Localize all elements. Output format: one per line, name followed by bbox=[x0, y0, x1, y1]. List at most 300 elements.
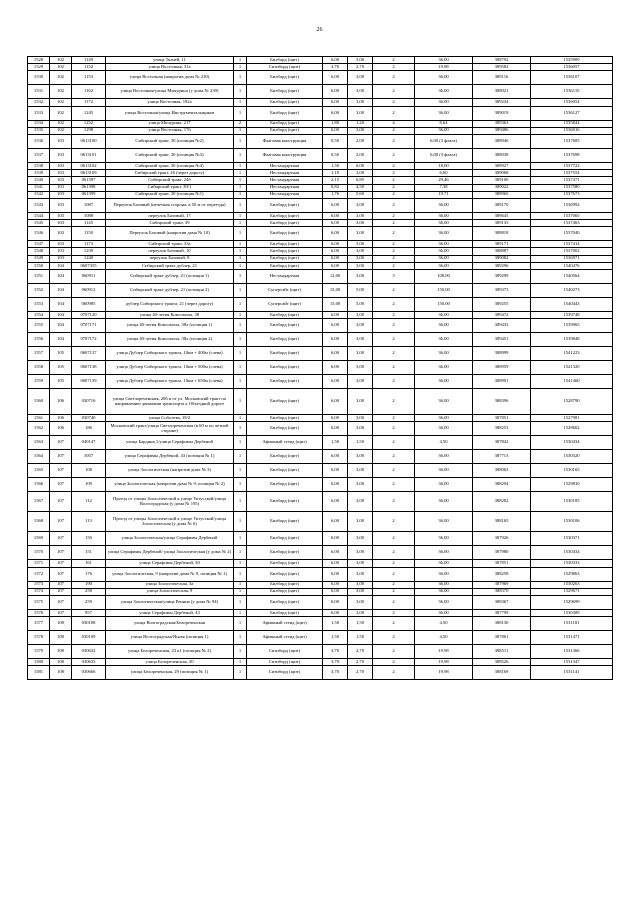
cell-coord-y: 1539965 bbox=[531, 319, 613, 333]
cell-sides: 2 bbox=[373, 581, 415, 588]
cell-address: улица Восточная/улица Мичурина (у дома № 239) bbox=[106, 85, 234, 99]
table-row bbox=[28, 170, 613, 177]
cell-width: 3,70 bbox=[323, 645, 348, 659]
cell-address: улица Дублер Сибирского тракта, 10км + 400м (слева) bbox=[106, 347, 234, 361]
cell-coord-y: 1531101 bbox=[531, 617, 613, 631]
cell-sides: 2 bbox=[373, 361, 415, 375]
cell-row-number: 1575 bbox=[28, 595, 50, 609]
cell-coord-y: 1535909 bbox=[531, 57, 613, 64]
table-row bbox=[28, 312, 613, 319]
cell-area: 36,00 bbox=[415, 99, 473, 106]
cell-area: 36,00 bbox=[415, 85, 473, 99]
table-row bbox=[28, 255, 613, 262]
cell-sides: 2 bbox=[373, 595, 415, 609]
cell-structure-type: Билборд (щит) bbox=[247, 120, 323, 127]
cell-count: 1 bbox=[234, 464, 247, 478]
cell-row-number: 1568 bbox=[28, 512, 50, 532]
table-row bbox=[28, 99, 613, 106]
cell-height: 3,00 bbox=[348, 389, 373, 415]
cell-height: 3,00 bbox=[348, 450, 373, 464]
cell-area: 36,00 bbox=[415, 241, 473, 248]
cell-coord-y: 1537673 bbox=[531, 191, 613, 198]
table-row bbox=[28, 284, 613, 298]
table-row bbox=[28, 241, 613, 248]
cell-district-code: 107 bbox=[50, 588, 72, 595]
cell-row-number: 1581 bbox=[28, 666, 50, 680]
cell-address: улица Дублер Сибирского тракта, 10км + 650м (слева) bbox=[106, 375, 234, 389]
cell-structure-id: 030740 bbox=[72, 415, 106, 422]
cell-height: 3,00 bbox=[348, 319, 373, 333]
cell-height: 3,00 bbox=[348, 170, 373, 177]
cell-count: 1 bbox=[234, 71, 247, 85]
table-row bbox=[28, 298, 613, 312]
cell-coord-y: 1541460 bbox=[531, 375, 613, 389]
cell-width: 6,00 bbox=[323, 588, 348, 595]
cell-address: переулок Базовый, 8 bbox=[106, 255, 234, 262]
cell-count: 1 bbox=[234, 319, 247, 333]
cell-structure-type: Билборд (щит) bbox=[247, 106, 323, 120]
cell-sides: 2 bbox=[373, 450, 415, 464]
cell-structure-type: Билборд (щит) bbox=[247, 532, 323, 546]
cell-height: 3,00 bbox=[348, 227, 373, 241]
cell-structure-type: Билборд (щит) bbox=[247, 312, 323, 319]
cell-sides: 2 bbox=[373, 319, 415, 333]
cell-coord-y: 1539848 bbox=[531, 333, 613, 347]
cell-height: 2,70 bbox=[348, 659, 373, 666]
table-row bbox=[28, 415, 613, 422]
cell-width: 0,50 bbox=[323, 148, 348, 162]
cell-count: 1 bbox=[234, 212, 247, 219]
cell-coord-x: 389068 bbox=[473, 170, 531, 177]
cell-structure-id: 030716 bbox=[72, 389, 106, 415]
cell-structure-id: 258 bbox=[72, 588, 106, 595]
cell-district-code: 102 bbox=[50, 64, 72, 71]
cell-address: улица Зоологическая, 9 (напротив дома № 9, позиция № 1) bbox=[106, 567, 234, 581]
cell-width: 6,00 bbox=[323, 581, 348, 588]
cell-count: 1 bbox=[234, 184, 247, 191]
cell-coord-x: 388818 bbox=[473, 227, 531, 241]
cell-coord-y: 1529863 bbox=[531, 567, 613, 581]
cell-address: Сибирский тракт, 30 (позиция №4) bbox=[106, 162, 234, 169]
cell-sides: 2 bbox=[373, 436, 415, 450]
cell-structure-type: Нестандартная bbox=[247, 184, 323, 191]
cell-row-number: 1549 bbox=[28, 255, 50, 262]
cell-coord-y: 1540564 bbox=[531, 270, 613, 284]
cell-coord-x: 388367 bbox=[473, 595, 531, 609]
cell-address: Сибирский тракт, 39 bbox=[106, 220, 234, 227]
cell-coord-x: 389299 bbox=[473, 270, 531, 284]
cell-area: 19,98 bbox=[415, 64, 473, 71]
cell-row-number: 1558 bbox=[28, 361, 50, 375]
cell-address: улица Ткачей, 11 bbox=[106, 57, 234, 64]
cell-structure-id: 1145 bbox=[72, 220, 106, 227]
cell-row-number: 1562 bbox=[28, 422, 50, 436]
cell-coord-y: 1531141 bbox=[531, 666, 613, 680]
cell-row-number: 1550 bbox=[28, 262, 50, 269]
cell-width: 6,00 bbox=[323, 241, 348, 248]
cell-coord-x: 387713 bbox=[473, 450, 531, 464]
cell-sides: 2 bbox=[373, 284, 415, 298]
cell-count: 1 bbox=[234, 492, 247, 512]
cell-structure-type: Билборд (щит) bbox=[247, 512, 323, 532]
table-row bbox=[28, 106, 613, 120]
cell-coord-x: 388645 bbox=[473, 212, 531, 219]
cell-sides: 2 bbox=[373, 645, 415, 659]
cell-district-code: 103 bbox=[50, 134, 72, 148]
table-row bbox=[28, 212, 613, 219]
cell-district-code: 102 bbox=[50, 127, 72, 134]
cell-structure-id: 0707172 bbox=[72, 333, 106, 347]
cell-coord-x: 387851 bbox=[473, 560, 531, 567]
cell-area: 36,00 bbox=[415, 478, 473, 492]
table-row bbox=[28, 666, 613, 680]
cell-coord-x: 388959 bbox=[473, 361, 531, 375]
cell-coord-y: 1540273 bbox=[531, 284, 613, 298]
cell-structure-type: Билборд (щит) bbox=[247, 347, 323, 361]
cell-area: 36,00 bbox=[415, 609, 473, 616]
cell-count: 1 bbox=[234, 532, 247, 546]
cell-structure-type: Нестандартная bbox=[247, 162, 323, 169]
cell-area: 150,00 bbox=[415, 284, 473, 298]
cell-coord-y: 1537065 bbox=[531, 212, 613, 219]
cell-row-number: 1552 bbox=[28, 284, 50, 298]
cell-district-code: 102 bbox=[50, 120, 72, 127]
cell-sides: 2 bbox=[373, 389, 415, 415]
cell-district-code: 107 bbox=[50, 595, 72, 609]
cell-coord-y: 1537471 bbox=[531, 177, 613, 184]
cell-structure-id: 259 bbox=[72, 595, 106, 609]
cell-coord-y: 1540476 bbox=[531, 262, 613, 269]
table-row bbox=[28, 347, 613, 361]
cell-height: 4,50 bbox=[348, 184, 373, 191]
cell-structure-id: 1153 bbox=[72, 71, 106, 85]
cell-width: 6,00 bbox=[323, 609, 348, 616]
cell-coord-x: 388258 bbox=[473, 567, 531, 581]
cell-width: 6,00 bbox=[323, 319, 348, 333]
cell-coord-x: 388946 bbox=[473, 134, 531, 148]
cell-address: Сибирский тракт дублер, 21 (позиция 2) bbox=[106, 284, 234, 298]
cell-row-number: 1576 bbox=[28, 609, 50, 616]
cell-row-number: 1578 bbox=[28, 631, 50, 645]
cell-width: 2,15 bbox=[323, 177, 348, 184]
cell-area: 36,00 bbox=[415, 57, 473, 64]
cell-address: Сибирский тракт дублер, 21 (позиция 1) bbox=[106, 270, 234, 284]
cell-structure-id: 1162 bbox=[72, 85, 106, 99]
cell-district-code: 104 bbox=[50, 319, 72, 333]
cell-height: 3,00 bbox=[348, 198, 373, 212]
cell-district-code: 103 bbox=[50, 198, 72, 212]
cell-row-number: 1534 bbox=[28, 120, 50, 127]
cell-width: 15,00 bbox=[323, 298, 348, 312]
cell-sides: 2 bbox=[373, 64, 415, 71]
cell-area: 36,00 bbox=[415, 464, 473, 478]
cell-area: 29,46 bbox=[415, 177, 473, 184]
cell-coord-x: 388526 bbox=[473, 659, 531, 666]
table-row bbox=[28, 270, 613, 284]
cell-count: 1 bbox=[234, 347, 247, 361]
cell-row-number: 1559 bbox=[28, 375, 50, 389]
cell-structure-type: Билборд (щит) bbox=[247, 478, 323, 492]
cell-row-number: 1556 bbox=[28, 333, 50, 347]
cell-district-code: 102 bbox=[50, 71, 72, 85]
cell-count: 1 bbox=[234, 361, 247, 375]
cell-sides: 2 bbox=[373, 422, 415, 436]
cell-width: 6,00 bbox=[323, 464, 348, 478]
cell-district-code: 103 bbox=[50, 162, 72, 169]
cell-count: 1 bbox=[234, 162, 247, 169]
cell-coord-x: 387861 bbox=[473, 631, 531, 645]
cell-count: 1 bbox=[234, 631, 247, 645]
table-body bbox=[28, 57, 613, 680]
cell-height: 3,00 bbox=[348, 609, 373, 616]
cell-address: Сибирский тракт, 26 (через дорогу) bbox=[106, 170, 234, 177]
cell-coord-x: 389373 bbox=[473, 284, 531, 298]
cell-address: Сибирский тракт, 33а bbox=[106, 241, 234, 248]
cell-count: 1 bbox=[234, 659, 247, 666]
cell-height: 3,00 bbox=[348, 361, 373, 375]
table-row bbox=[28, 617, 613, 631]
cell-row-number: 1561 bbox=[28, 415, 50, 422]
cell-width: 3,70 bbox=[323, 666, 348, 680]
cell-district-code: 102 bbox=[50, 99, 72, 106]
cell-coord-x: 388511 bbox=[473, 645, 531, 659]
cell-row-number: 1537 bbox=[28, 148, 50, 162]
cell-area: 36,00 bbox=[415, 546, 473, 560]
cell-structure-type: Нестандартная bbox=[247, 191, 323, 198]
cell-row-number: 1548 bbox=[28, 248, 50, 255]
cell-width: 6,00 bbox=[323, 375, 348, 389]
cell-structure-id: 0613109 bbox=[72, 170, 106, 177]
cell-row-number: 1533 bbox=[28, 106, 50, 120]
cell-structure-type: Билборд (щит) bbox=[247, 567, 323, 581]
cell-address: улица Волгоградская/Белореченская bbox=[106, 617, 234, 631]
table-row bbox=[28, 464, 613, 478]
cell-row-number: 1532 bbox=[28, 99, 50, 106]
cell-width: 6,00 bbox=[323, 532, 348, 546]
cell-structure-type: Афишный стенд (щит) bbox=[247, 617, 323, 631]
cell-area: 36,00 bbox=[415, 227, 473, 241]
cell-height: 3,00 bbox=[348, 415, 373, 422]
cell-sides: 2 bbox=[373, 162, 415, 169]
table-row bbox=[28, 450, 613, 464]
cell-coord-y: 1536127 bbox=[531, 106, 613, 120]
table-row bbox=[28, 492, 613, 512]
cell-coord-x: 389486 bbox=[473, 127, 531, 134]
cell-district-code: 107 bbox=[50, 450, 72, 464]
cell-district-code: 103 bbox=[50, 227, 72, 241]
cell-sides: 2 bbox=[373, 57, 415, 64]
cell-coord-y: 1536971 bbox=[531, 255, 613, 262]
cell-structure-type: Ситиборд (щит) bbox=[247, 666, 323, 680]
cell-sides: 2 bbox=[373, 347, 415, 361]
cell-sides: 2 bbox=[373, 255, 415, 262]
cell-structure-id: 957 bbox=[72, 609, 106, 616]
cell-area: 36,00 bbox=[415, 106, 473, 120]
table-row bbox=[28, 588, 613, 595]
cell-area: 108,00 bbox=[415, 270, 473, 284]
cell-row-number: 1539 bbox=[28, 170, 50, 177]
cell-count: 1 bbox=[234, 666, 247, 680]
cell-address: переулок Базовый, 10 bbox=[106, 248, 234, 255]
cell-height: 3,00 bbox=[348, 567, 373, 581]
cell-structure-id: 161 bbox=[72, 560, 106, 567]
cell-area: 7,38 bbox=[415, 184, 473, 191]
cell-height: 3,00 bbox=[348, 492, 373, 512]
cell-height: 3,00 bbox=[348, 375, 373, 389]
cell-height: 3,00 bbox=[348, 262, 373, 269]
cell-height: 3,00 bbox=[348, 248, 373, 255]
cell-structure-id: 060912 bbox=[72, 284, 106, 298]
cell-area: 4,50 bbox=[415, 436, 473, 450]
cell-height: 3,00 bbox=[348, 478, 373, 492]
cell-structure-type: Билборд (щит) bbox=[247, 546, 323, 560]
cell-count: 1 bbox=[234, 588, 247, 595]
cell-address: улица Зоологическая (напротив дома № 9, позиция № 2) bbox=[106, 478, 234, 492]
cell-sides: 2 bbox=[373, 333, 415, 347]
cell-structure-type: Нестандартная bbox=[247, 270, 323, 284]
cell-district-code: 108 bbox=[50, 631, 72, 645]
table-row bbox=[28, 532, 613, 546]
cell-sides: 2 bbox=[373, 659, 415, 666]
cell-count: 1 bbox=[234, 617, 247, 631]
cell-address: Сибирский тракт, 30 (позиция №2) bbox=[106, 134, 234, 148]
cell-count: 2 bbox=[234, 120, 247, 127]
cell-coord-y: 1530263 bbox=[531, 581, 613, 588]
cell-structure-id: 190 bbox=[72, 581, 106, 588]
cell-coord-x: 388169 bbox=[473, 666, 531, 680]
cell-area: 36,00 bbox=[415, 450, 473, 464]
cell-sides: 2 bbox=[373, 298, 415, 312]
cell-area: 19,98 bbox=[415, 666, 473, 680]
cell-district-code: 108 bbox=[50, 645, 72, 659]
cell-address: улица Волгоградская/Ясная (позиция 1) bbox=[106, 631, 234, 645]
cell-structure-id: 040147 bbox=[72, 436, 106, 450]
cell-row-number: 1540 bbox=[28, 177, 50, 184]
cell-address: улица Зоологическая (напротив дома № 3) bbox=[106, 464, 234, 478]
cell-district-code: 107 bbox=[50, 492, 72, 512]
cell-structure-id: 109 bbox=[72, 478, 106, 492]
cell-width: 6,00 bbox=[323, 347, 348, 361]
table-row bbox=[28, 546, 613, 560]
cell-count: 1 bbox=[234, 284, 247, 298]
cell-count: 1 bbox=[234, 191, 247, 198]
cell-row-number: 1529 bbox=[28, 64, 50, 71]
cell-height: 2,00 bbox=[348, 134, 373, 148]
cell-coord-y: 1529810 bbox=[531, 478, 613, 492]
cell-width: 1,50 bbox=[323, 162, 348, 169]
cell-structure-type: Билборд (щит) bbox=[247, 71, 323, 85]
cell-district-code: 102 bbox=[50, 85, 72, 99]
cell-width: 6,00 bbox=[323, 415, 348, 422]
cell-sides: 2 bbox=[373, 248, 415, 255]
cell-width: 6,00 bbox=[323, 255, 348, 262]
table-row bbox=[28, 389, 613, 415]
cell-count: 1 bbox=[234, 450, 247, 464]
cell-row-number: 1530 bbox=[28, 71, 50, 85]
table-row bbox=[28, 512, 613, 532]
cell-count: 1 bbox=[234, 255, 247, 262]
cell-height: 3,00 bbox=[348, 595, 373, 609]
cell-coord-x: 389472 bbox=[473, 312, 531, 319]
cell-width: 6,00 bbox=[323, 478, 348, 492]
cell-structure-id: 061398 bbox=[72, 184, 106, 191]
cell-district-code: 105 bbox=[50, 347, 72, 361]
cell-structure-type: Билборд (щит) bbox=[247, 450, 323, 464]
cell-address: улица Светлореченская, 206 и от ул. Московский тракт по направлению движения транспорта к Объездной дороге bbox=[106, 389, 234, 415]
cell-count: 1 bbox=[234, 99, 247, 106]
table-row bbox=[28, 436, 613, 450]
cell-coord-y: 1536016 bbox=[531, 127, 613, 134]
cell-height: 5,00 bbox=[348, 298, 373, 312]
cell-coord-x: 388960 bbox=[473, 191, 531, 198]
cell-height: 3,00 bbox=[348, 333, 373, 347]
cell-address: переулок Базовый, 17 bbox=[106, 212, 234, 219]
cell-district-code: 107 bbox=[50, 512, 72, 532]
cell-coord-x: 388921 bbox=[473, 85, 531, 99]
cell-coord-y: 1529699 bbox=[531, 595, 613, 609]
cell-sides: 2 bbox=[373, 312, 415, 319]
cell-district-code: 107 bbox=[50, 436, 72, 450]
cell-height: 6,85 bbox=[348, 177, 373, 184]
cell-address: улица Бардина,1/улица Серафимы Дербеной bbox=[106, 436, 234, 450]
cell-row-number: 1528 bbox=[28, 57, 50, 64]
cell-count: 1 bbox=[234, 546, 247, 560]
cell-height: 3,00 bbox=[348, 127, 373, 134]
cell-structure-id: 060911 bbox=[72, 270, 106, 284]
cell-district-code: 103 bbox=[50, 241, 72, 248]
cell-structure-type: Билборд (щит) bbox=[247, 212, 323, 219]
cell-row-number: 1567 bbox=[28, 492, 50, 512]
table-row bbox=[28, 567, 613, 581]
cell-row-number: 1535 bbox=[28, 127, 50, 134]
cell-count: 1 bbox=[234, 198, 247, 212]
cell-count: 1 bbox=[234, 512, 247, 532]
cell-district-code: 106 bbox=[50, 422, 72, 436]
table-row bbox=[28, 127, 613, 134]
cell-coord-y: 1537554 bbox=[531, 170, 613, 177]
cell-district-code: 107 bbox=[50, 567, 72, 581]
table-row bbox=[28, 64, 613, 71]
cell-coord-x: 389296 bbox=[473, 262, 531, 269]
table-row bbox=[28, 120, 613, 127]
cell-row-number: 1555 bbox=[28, 319, 50, 333]
cell-coord-x: 389100 bbox=[473, 177, 531, 184]
cell-address: Сибирский тракт, 30/1 bbox=[106, 184, 234, 191]
cell-width: 1,50 bbox=[323, 631, 348, 645]
cell-area: 36,00 bbox=[415, 71, 473, 85]
cell-coord-y: 1537002 bbox=[531, 248, 613, 255]
cell-structure-id: 176 bbox=[72, 567, 106, 581]
cell-structure-type: Билборд (щит) bbox=[247, 588, 323, 595]
cell-structure-id: 108 bbox=[72, 464, 106, 478]
cell-sides: 2 bbox=[373, 617, 415, 631]
cell-width: 6,00 bbox=[323, 57, 348, 64]
cell-structure-type: Билборд (щит) bbox=[247, 609, 323, 616]
cell-coord-x: 389170 bbox=[473, 198, 531, 212]
cell-structure-id: 0613101 bbox=[72, 148, 106, 162]
cell-structure-type: Билборд (щит) bbox=[247, 227, 323, 241]
cell-row-number: 1566 bbox=[28, 478, 50, 492]
cell-area: 36,00 bbox=[415, 375, 473, 389]
cell-area: 36,00 bbox=[415, 492, 473, 512]
cell-height: 2,70 bbox=[348, 645, 373, 659]
cell-width: 1,50 bbox=[323, 617, 348, 631]
cell-area: 36,00 bbox=[415, 560, 473, 567]
cell-height: 3,00 bbox=[348, 512, 373, 532]
cell-area: 36,00 bbox=[415, 422, 473, 436]
cell-address: улица Соболева, 19/2 bbox=[106, 415, 234, 422]
cell-structure-type: Билборд (щит) bbox=[247, 319, 323, 333]
